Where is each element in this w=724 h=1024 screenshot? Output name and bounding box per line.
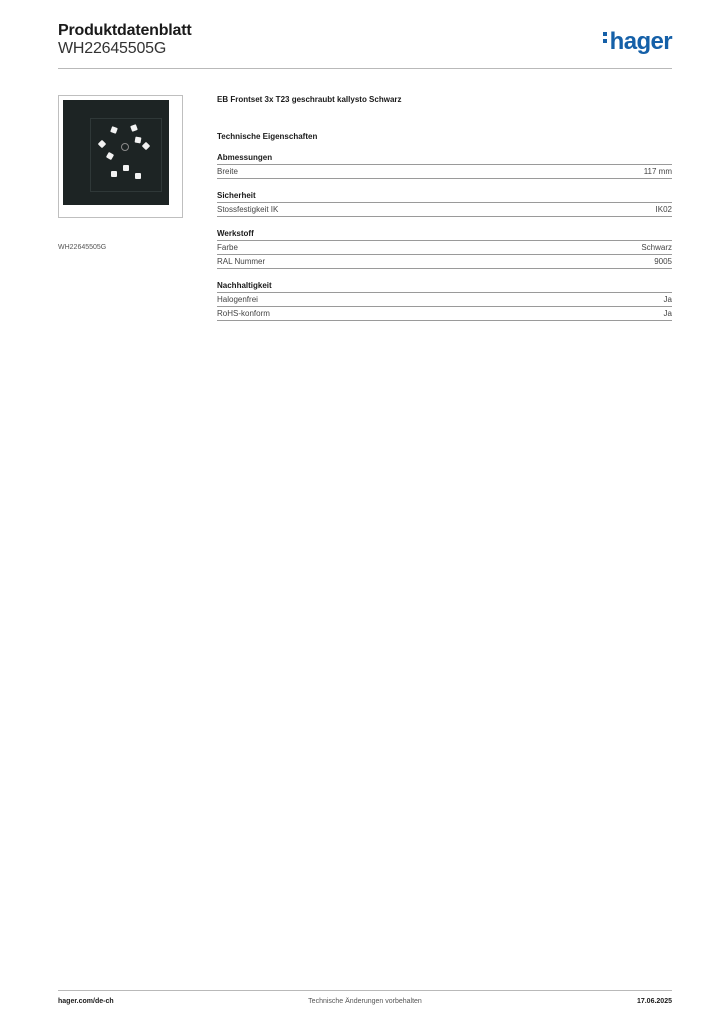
socket-frame: [90, 118, 162, 192]
hager-logo[interactable]: [603, 28, 672, 56]
property-value: 117 mm: [643, 167, 672, 176]
footer-website-link[interactable]: hager.com/de-ch: [58, 998, 114, 1005]
product-image: [58, 95, 183, 218]
property-row: [217, 255, 672, 269]
socket-pin: [130, 124, 138, 132]
property-value: Ja: [663, 295, 672, 304]
property-row: [217, 203, 672, 217]
socket-pin: [98, 140, 106, 148]
footer-date: 17.06.2025: [636, 998, 672, 1005]
section-title: Abmessungen: [217, 153, 672, 165]
socket-pin: [135, 137, 142, 144]
section-sicherheit: [217, 191, 672, 217]
property-label: Farbe: [217, 243, 238, 252]
property-value: Schwarz: [641, 243, 672, 252]
footer-divider: [58, 990, 672, 991]
page-header: [58, 22, 672, 68]
footer-disclaimer: Technische Änderungen vorbehalten: [308, 998, 422, 1005]
header-divider: [58, 68, 672, 69]
socket-pin: [106, 152, 114, 160]
property-row: [217, 241, 672, 255]
property-row: [217, 165, 672, 179]
section-werkstoff: [217, 229, 672, 269]
property-label: Halogenfrei: [217, 295, 258, 304]
socket-pin: [111, 171, 117, 177]
property-label: RAL Nummer: [217, 257, 266, 266]
product-code: WH22645505G: [58, 40, 167, 57]
tech-properties-heading: Technische Eigenschaften: [217, 132, 318, 141]
property-label: Breite: [217, 167, 238, 176]
property-row: [217, 293, 672, 307]
document-title: Produktdatenblatt: [58, 22, 192, 39]
earth-screw-icon: [121, 143, 129, 151]
socket-pin: [123, 165, 129, 171]
property-label: RoHS-konform: [217, 309, 270, 318]
logo-dots-icon: [603, 30, 608, 46]
product-name: EB Frontset 3x T23 geschraubt kallysto Schwarz: [217, 95, 402, 104]
logo-text: hager: [609, 28, 672, 55]
section-nachhaltigkeit: [217, 281, 672, 321]
section-title: Werkstoff: [217, 229, 672, 241]
socket-pin: [142, 142, 150, 150]
section-title: Sicherheit: [217, 191, 672, 203]
section-title: Nachhaltigkeit: [217, 281, 672, 293]
property-label: Stossfestigkeit IK: [217, 205, 279, 214]
image-caption: WH22645505G: [58, 244, 107, 251]
property-value: 9005: [654, 257, 672, 266]
property-row: [217, 307, 672, 321]
socket-plate-image: [63, 100, 169, 205]
section-abmessungen: [217, 153, 672, 179]
socket-pin: [135, 173, 141, 179]
product-details: [217, 95, 672, 333]
page-footer: [58, 998, 672, 1010]
property-value: IK02: [655, 205, 672, 214]
socket-pin: [110, 126, 118, 134]
property-value: Ja: [663, 309, 672, 318]
